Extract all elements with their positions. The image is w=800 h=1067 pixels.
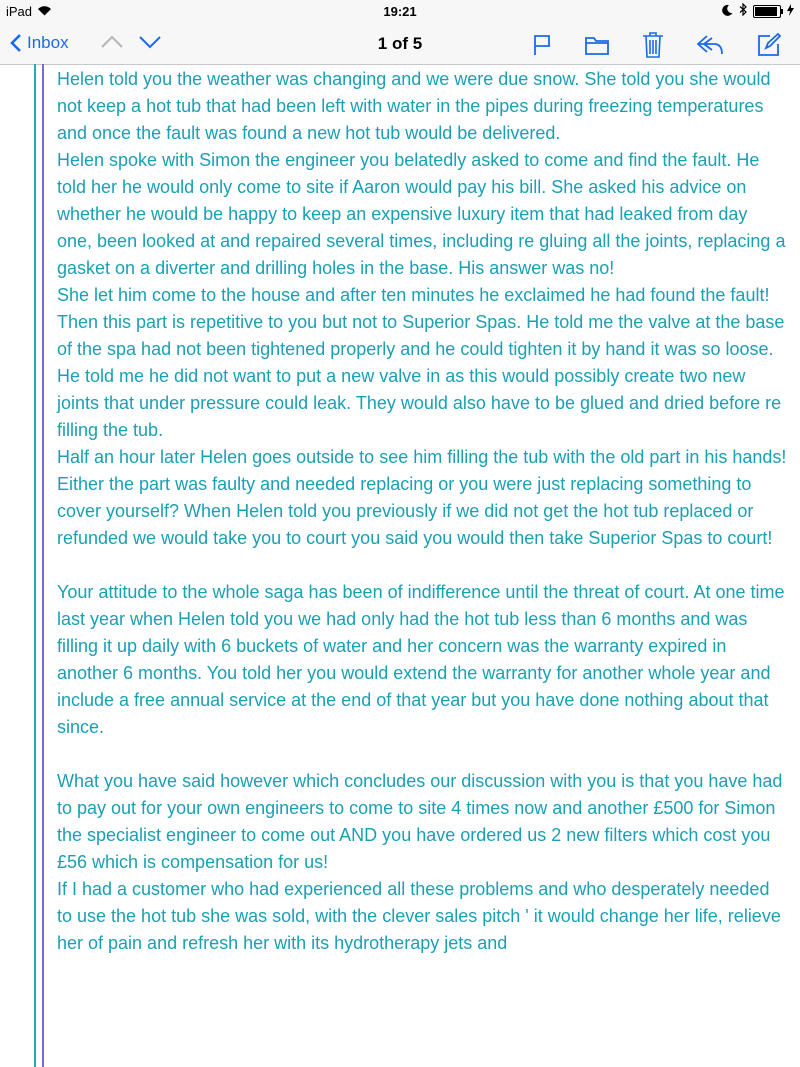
status-right xyxy=(722,3,794,19)
bluetooth-icon xyxy=(739,3,747,19)
action-icons xyxy=(532,31,782,59)
message-paragraph: Helen told you the weather was changing and we were due snow. She told you she would not keep a hot tub that had been left with water in the pipes during freezing temperatures and once the fault was found a new hot tub would be delivered. xyxy=(57,69,771,143)
compose-button[interactable] xyxy=(756,32,782,58)
moon-icon xyxy=(722,4,733,19)
charging-icon xyxy=(787,4,794,19)
quote-bar-inner xyxy=(42,64,44,1067)
message-paragraph: If I had a customer who had experienced all these problems and who desperately needed to use the hot tub she was sold, with the clever sales pitch ' it would change her life, relieve her of pain and refresh her with its hydrotherapy jets and xyxy=(57,879,781,953)
compose-icon xyxy=(756,32,782,58)
message-paragraph: Helen spoke with Simon the engineer you belatedly asked to come and find the fault. He told her he would only come to site if Aaron would pay his bill. She asked his advice on whether he would be happy to keep an expensive luxury item that had leaked from day one, been looked at and repaired several times, including re gluing all the joints, replacing a gasket on a diverter and drilling holes in the base. His answer was no! xyxy=(57,150,786,278)
clock: 19:21 xyxy=(383,4,417,19)
paragraph-spacer xyxy=(57,741,787,768)
message-paragraph: Your attitude to the whole saga has been of indifference until the threat of court. At one time last year when Helen told you we had only had the hot tub less than 6 months and was filling it up daily with 6 buckets of water and her concern was the warranty expired in another 6 months. You told her you would extend the warranty for another whole year and include a free annual service at the end of that year but you have done nothing about that since. xyxy=(57,582,785,737)
flag-button[interactable] xyxy=(532,33,552,57)
message-paragraph: Either the part was faulty and needed replacing or you were just replacing something to cover yourself? When Helen told you previously if we did not get the hot tub replaced or refunded we would take you to court you said you would then take Superior Spas to court! xyxy=(57,474,773,548)
status-bar xyxy=(0,0,800,24)
flag-icon xyxy=(532,33,552,57)
back-label: Inbox xyxy=(27,33,69,52)
message-paragraph: What you have said however which concludes our discussion with you is that you have had to pay out for your own engineers to come to site 4 times now and another £500 for Simon the specialist engineer to come out AND you have ordered us 2 new filters which cost you £56 which is compensation for us! xyxy=(57,771,783,872)
message-counter: 1 of 5 xyxy=(377,34,423,53)
reply-icon xyxy=(696,34,724,56)
message-paragraph: She let him come to the house and after ten minutes he exclaimed he had found the fault! Then this part is repetitive to you but not to Superior Spas. He told me the valve at the base of the spa had not been tightened properly and he could tighten it by hand it was so loose. He told me he did not want to put a new valve in as this would possibly create two new joints that under pressure could leak. They would also have to be glued and dried before re filling the tub. xyxy=(57,285,785,440)
mail-toolbar xyxy=(0,24,800,65)
message-paragraph: Half an hour later Helen goes outside to see him filling the tub with the old part in his hands! xyxy=(57,447,787,467)
trash-icon xyxy=(642,31,664,59)
paragraph-spacer xyxy=(57,552,787,579)
quote-bar-outer xyxy=(34,64,36,1067)
reply-button[interactable] xyxy=(696,34,724,56)
battery-icon xyxy=(753,5,781,18)
folder-icon xyxy=(584,34,610,56)
message-body xyxy=(57,66,787,957)
device-name: iPad xyxy=(6,4,33,19)
trash-button[interactable] xyxy=(642,31,664,59)
move-to-folder-button[interactable] xyxy=(584,34,610,56)
